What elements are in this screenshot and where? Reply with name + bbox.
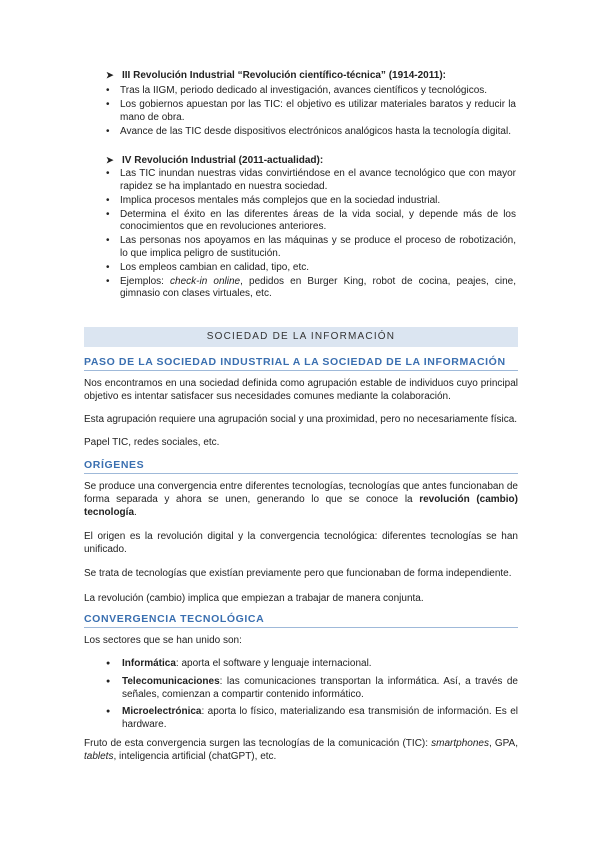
list-item: • Los gobiernos apuestan por las TIC: el objetivo es utilizar materiales baratos y reducir la mano de obra. (106, 99, 516, 124)
section-4-heading: ➤ IV Revolución Industrial (2011-actualidad): (106, 155, 324, 166)
heading-paso: PASO DE LA SOCIEDAD INDUSTRIAL A LA SOCIEDAD DE LA INFORMACIÓN (84, 356, 518, 371)
list-item: • Las TIC inundan nuestras vidas convirtiéndose en el avance tecnológico que con mayor rapidez se ha implantado en nuestra sociedad. (106, 168, 516, 193)
list-item: ● Informática: aporta el software y lenguaje internacional. (106, 658, 518, 671)
arrow-bullet-icon: ➤ (106, 70, 114, 80)
convergencia-list (106, 658, 518, 737)
arrow-bullet-icon: ➤ (106, 155, 114, 165)
list-item: • Las personas nos apoyamos en las máquinas y se produce el proceso de robotización, lo que implica peligro de sustitución. (106, 235, 516, 260)
paso-paragraph-2: Esta agrupación requiere una agrupación social y una proximidad, pero no necesariamente física. (84, 414, 518, 425)
list-item-examples: • Ejemplos: check-in online, pedidos en Burger King, robot de cocina, peajes, cine, gimnasio con clases virtuales, etc. (106, 276, 516, 301)
convergencia-fruto: Fruto de esta convergencia surgen las tecnologías de la comunicación (TIC): smartphones, GPA, tablets, inteligencia artificial (chatGPT), etc. (84, 738, 518, 762)
list-item: ● Telecomunicaciones: las comunicaciones transportan la informática. Así, a través de señales, comienzan a compartir contenido informático. (106, 676, 518, 702)
list-item: • Tras la IIGM, periodo dedicado al investigación, avances científicos y tecnológicos. (106, 85, 516, 98)
heading-origenes: ORÍGENES (84, 459, 518, 474)
origenes-paragraph-3: Se trata de tecnologías que existían previamente pero que funcionaban de forma independiente. (84, 568, 512, 579)
list-item: ● Microelectrónica: aporta lo físico, materializando esa transmisión de información. Es el hardware. (106, 706, 518, 732)
origenes-paragraph-2: El origen es la revolución digital y la convergencia tecnológica: diferentes tecnologías se han unificado. (84, 531, 518, 555)
origenes-paragraph-4: La revolución (cambio) implica que empiezan a trabajar de manera conjunta. (84, 593, 424, 604)
section-4-list (106, 168, 516, 302)
heading-convergencia: CONVERGENCIA TECNOLÓGICA (84, 613, 518, 628)
list-item: • Los empleos cambian en calidad, tipo, etc. (106, 262, 516, 275)
section-3-list (106, 85, 516, 140)
paso-paragraph-1: Nos encontramos en una sociedad definida como agrupación estable de individuos cuyo principal objetivo es intentar satisfacer sus necesidades comunes mediante la colaboración. (84, 378, 518, 402)
section-3-heading: ➤ III Revolución Industrial “Revolución científico-técnica” (1914-2011): (106, 70, 446, 81)
origenes-paragraph-1: Se produce una convergencia entre diferentes tecnologías, tecnologías que antes funcionaban de forma separada y ahora se unen, generando lo que se conoce la revolución (cambio) tecnología. (84, 481, 518, 518)
paso-paragraph-3: Papel TIC, redes sociales, etc. (84, 437, 220, 448)
list-item: • Implica procesos mentales más complejos que en la sociedad industrial. (106, 195, 516, 208)
section-band-title: SOCIEDAD DE LA INFORMACIÓN (84, 327, 518, 347)
list-item: • Avance de las TIC desde dispositivos electrónicos analógicos hasta la tecnología digital. (106, 126, 516, 139)
convergencia-intro: Los sectores que se han unido son: (84, 635, 242, 646)
list-item: • Determina el éxito en las diferentes áreas de la vida social, y depende más de los conocimientos que en revoluciones anteriores. (106, 209, 516, 234)
